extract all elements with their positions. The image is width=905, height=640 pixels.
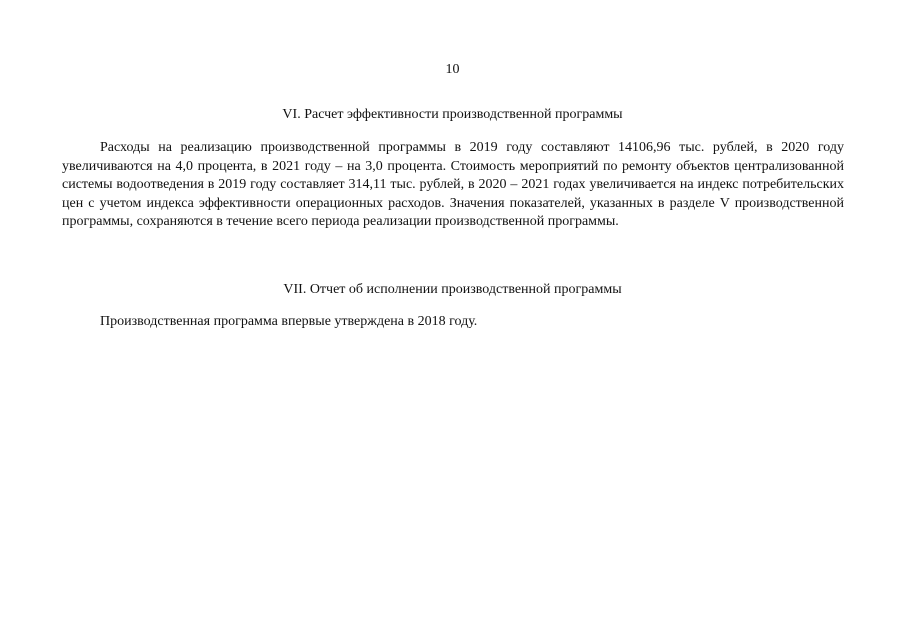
section-title-efficiency: VI. Расчет эффективности производственной программы — [282, 107, 623, 122]
page-number: 10 — [445, 62, 460, 77]
section-paragraph-report: Производственная программа впервые утверждена в 2018 году. — [100, 314, 478, 329]
section-paragraph-efficiency: Расходы на реализацию производственной программы в 2019 году составляют 14106,96 тыс. рублей, в 2020 году увеличиваются на 4,0 процента, в 2021 году – на 3,0 процента. Стоимость мероприятий по ремонту объектов централизованной системы водоотведения в 2019 году составляет 314,11 тыс. рублей, в 2020 – 2021 годах увеличивается на индекс потребительских цен с учетом индекса эффективности операционных расходов. Значения показателей, указанных в разделе V производственной программы, сохраняются в течение всего периода реализации производственной программы. — [62, 140, 844, 230]
section-title-report: VII. Отчет об исполнении производственной программы — [283, 282, 622, 297]
